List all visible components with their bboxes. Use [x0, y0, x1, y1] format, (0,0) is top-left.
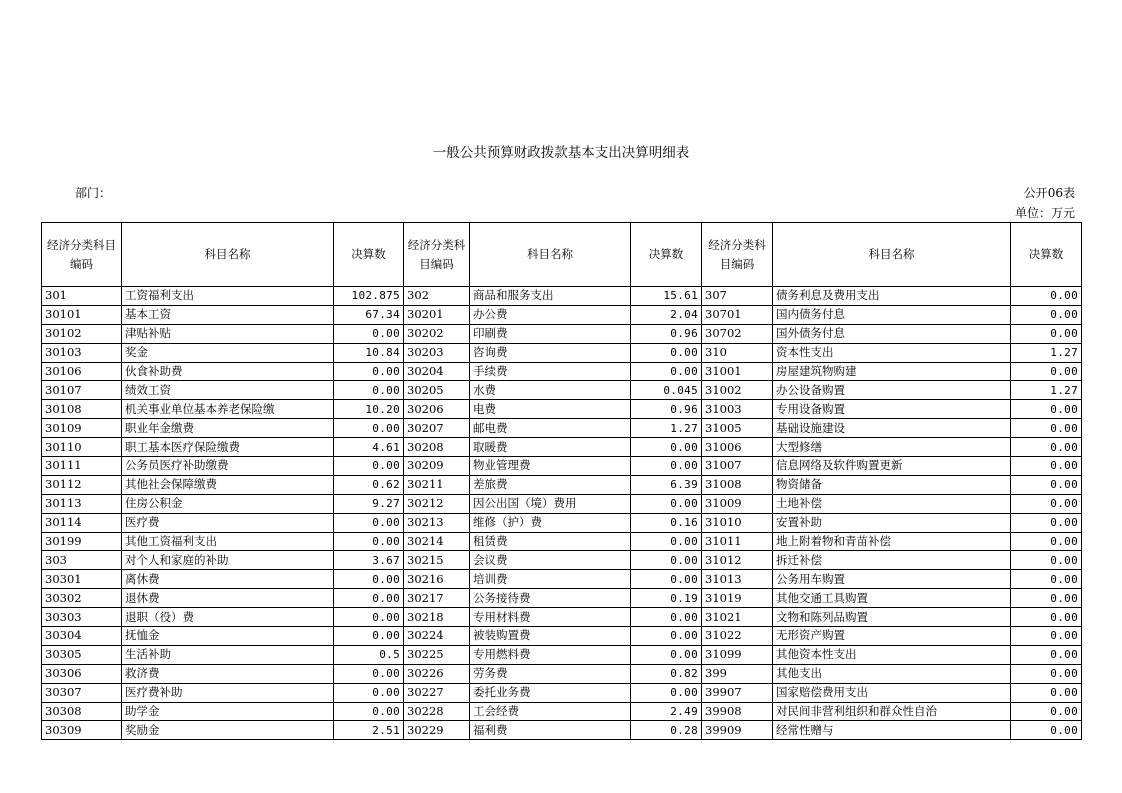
item-code: 30209: [404, 457, 470, 476]
item-name: 文物和陈列品购置: [773, 608, 1011, 627]
item-amount: 0.00: [334, 362, 404, 381]
item-amount: 0.00: [334, 627, 404, 646]
item-code: 30102: [42, 324, 122, 343]
item-code: 30225: [404, 645, 470, 664]
item-name: 绩效工资: [122, 381, 334, 400]
item-code: 31006: [702, 438, 773, 457]
header-amount: 决算数: [334, 223, 404, 287]
item-amount: 0.19: [631, 589, 702, 608]
item-amount: 0.00: [1011, 702, 1082, 721]
item-code: 30109: [42, 419, 122, 438]
table-row: [42, 400, 1082, 419]
item-code: 30108: [42, 400, 122, 419]
item-amount: 0.00: [334, 513, 404, 532]
item-code: 30226: [404, 664, 470, 683]
page-title: 一般公共预算财政拨款基本支出决算明细表: [432, 145, 690, 161]
item-amount: 15.61: [631, 287, 702, 306]
item-name: 医疗费: [122, 513, 334, 532]
item-amount: 1.27: [1011, 343, 1082, 362]
item-amount: 0.00: [631, 494, 702, 513]
item-name: 抚恤金: [122, 627, 334, 646]
item-amount: 0.00: [631, 457, 702, 476]
table-row: [42, 532, 1082, 551]
item-amount: 0.00: [1011, 457, 1082, 476]
item-code: 30206: [404, 400, 470, 419]
item-code: 30228: [404, 702, 470, 721]
item-code: 31013: [702, 570, 773, 589]
item-code: 30211: [404, 475, 470, 494]
item-code: 31009: [702, 494, 773, 513]
item-code: 302: [404, 287, 470, 306]
item-name: 公务用车购置: [773, 570, 1011, 589]
item-name: 培训费: [470, 570, 631, 589]
item-code: 30218: [404, 608, 470, 627]
item-amount: 0.5: [334, 645, 404, 664]
table-row: [42, 362, 1082, 381]
item-amount: 0.00: [1011, 683, 1082, 702]
item-code: 310: [702, 343, 773, 362]
item-code: 31010: [702, 513, 773, 532]
item-code: 30106: [42, 362, 122, 381]
item-amount: 0.00: [631, 570, 702, 589]
item-name: 退职（役）费: [122, 608, 334, 627]
item-name: 因公出国（境）费用: [470, 494, 631, 513]
item-amount: 0.00: [334, 608, 404, 627]
item-amount: 0.00: [334, 532, 404, 551]
item-amount: 10.20: [334, 400, 404, 419]
item-amount: 0.00: [631, 343, 702, 362]
table-row: [42, 287, 1082, 306]
item-amount: 10.84: [334, 343, 404, 362]
item-amount: 0.00: [1011, 645, 1082, 664]
item-code: 30214: [404, 532, 470, 551]
header-amount: 决算数: [1011, 223, 1082, 287]
item-code: 30701: [702, 305, 773, 324]
item-name: 专用设备购置: [773, 400, 1011, 419]
item-amount: 0.00: [334, 589, 404, 608]
item-name: 房屋建筑物购建: [773, 362, 1011, 381]
table-row: [42, 627, 1082, 646]
item-amount: 0.00: [631, 438, 702, 457]
item-amount: 0.00: [1011, 721, 1082, 740]
item-name: 救济费: [122, 664, 334, 683]
item-code: 30229: [404, 721, 470, 740]
item-amount: 0.00: [1011, 287, 1082, 306]
item-code: 30213: [404, 513, 470, 532]
item-code: 30114: [42, 513, 122, 532]
item-code: 30227: [404, 683, 470, 702]
department-label: 部门：: [75, 186, 112, 200]
item-name: 国外债务付息: [773, 324, 1011, 343]
table-row: [42, 551, 1082, 570]
unit-label: 单位：万元: [1014, 206, 1075, 220]
item-amount: 0.00: [1011, 419, 1082, 438]
item-name: 其他支出: [773, 664, 1011, 683]
header-code: 经济分类科目编码: [42, 223, 122, 287]
item-name: 伙食补助费: [122, 362, 334, 381]
item-name: 福利费: [470, 721, 631, 740]
item-amount: 0.62: [334, 475, 404, 494]
header-code: 经济分类科目编码: [702, 223, 773, 287]
header-amount: 决算数: [631, 223, 702, 287]
item-amount: 0.00: [631, 551, 702, 570]
item-amount: 6.39: [631, 475, 702, 494]
item-amount: 0.00: [1011, 305, 1082, 324]
item-name: 安置补助: [773, 513, 1011, 532]
item-code: 31021: [702, 608, 773, 627]
item-code: 30113: [42, 494, 122, 513]
item-code: 30111: [42, 457, 122, 476]
item-name: 被装购置费: [470, 627, 631, 646]
item-amount: 0.96: [631, 400, 702, 419]
item-name: 职工基本医疗保险缴费: [122, 438, 334, 457]
item-amount: 0.00: [334, 664, 404, 683]
item-amount: 67.34: [334, 305, 404, 324]
item-amount: 0.00: [1011, 532, 1082, 551]
item-name: 基本工资: [122, 305, 334, 324]
item-amount: 0.00: [334, 683, 404, 702]
item-code: 30702: [702, 324, 773, 343]
item-amount: 4.61: [334, 438, 404, 457]
item-code: 31008: [702, 475, 773, 494]
item-code: 30303: [42, 608, 122, 627]
item-code: 30204: [404, 362, 470, 381]
item-code: 31003: [702, 400, 773, 419]
header-name: 科目名称: [470, 223, 631, 287]
item-amount: 0.16: [631, 513, 702, 532]
item-code: 31012: [702, 551, 773, 570]
table-row: [42, 664, 1082, 683]
item-name: 助学金: [122, 702, 334, 721]
item-amount: 0.045: [631, 381, 702, 400]
item-name: 奖励金: [122, 721, 334, 740]
item-code: 30208: [404, 438, 470, 457]
item-name: 咨询费: [470, 343, 631, 362]
item-code: 31007: [702, 457, 773, 476]
table-row: [42, 570, 1082, 589]
item-code: 303: [42, 551, 122, 570]
item-name: 基础设施建设: [773, 419, 1011, 438]
header-name: 科目名称: [773, 223, 1011, 287]
item-code: 30305: [42, 645, 122, 664]
item-name: 债务利息及费用支出: [773, 287, 1011, 306]
item-name: 公务接待费: [470, 589, 631, 608]
item-code: 30103: [42, 343, 122, 362]
table-row: [42, 324, 1082, 343]
item-name: 大型修缮: [773, 438, 1011, 457]
item-name: 无形资产购置: [773, 627, 1011, 646]
item-code: 30107: [42, 381, 122, 400]
item-code: 31019: [702, 589, 773, 608]
item-code: 30216: [404, 570, 470, 589]
item-name: 经常性赠与: [773, 721, 1011, 740]
item-code: 30307: [42, 683, 122, 702]
table-row: [42, 381, 1082, 400]
item-name: 会议费: [470, 551, 631, 570]
table-row: [42, 457, 1082, 476]
item-name: 办公费: [470, 305, 631, 324]
item-amount: 9.27: [334, 494, 404, 513]
item-amount: 3.67: [334, 551, 404, 570]
item-name: 物业管理费: [470, 457, 631, 476]
item-code: 30217: [404, 589, 470, 608]
item-code: 30302: [42, 589, 122, 608]
item-amount: 1.27: [1011, 381, 1082, 400]
item-name: 差旅费: [470, 475, 631, 494]
item-code: 30199: [42, 532, 122, 551]
item-name: 维修（护）费: [470, 513, 631, 532]
item-amount: 0.00: [1011, 513, 1082, 532]
item-code: 31002: [702, 381, 773, 400]
item-name: 专用燃料费: [470, 645, 631, 664]
table-row: [42, 721, 1082, 740]
item-amount: 2.49: [631, 702, 702, 721]
header-name: 科目名称: [122, 223, 334, 287]
item-amount: 0.00: [334, 457, 404, 476]
item-name: 其他工资福利支出: [122, 532, 334, 551]
table-row: [42, 608, 1082, 627]
item-name: 机关事业单位基本养老保险缴: [122, 400, 334, 419]
item-amount: 0.00: [1011, 664, 1082, 683]
expenditure-table: [41, 222, 1082, 740]
item-name: 水费: [470, 381, 631, 400]
item-amount: 0.00: [631, 683, 702, 702]
item-code: 39907: [702, 683, 773, 702]
item-amount: 0.00: [334, 702, 404, 721]
item-amount: 0.00: [1011, 324, 1082, 343]
item-name: 资本性支出: [773, 343, 1011, 362]
item-name: 取暖费: [470, 438, 631, 457]
table-row: [42, 589, 1082, 608]
item-name: 其他资本性支出: [773, 645, 1011, 664]
item-amount: 0.00: [334, 570, 404, 589]
item-name: 电费: [470, 400, 631, 419]
item-name: 国内债务付息: [773, 305, 1011, 324]
item-name: 其他社会保障缴费: [122, 475, 334, 494]
item-amount: 0.00: [631, 608, 702, 627]
item-name: 委托业务费: [470, 683, 631, 702]
item-name: 职业年金缴费: [122, 419, 334, 438]
item-name: 租赁费: [470, 532, 631, 551]
item-name: 拆迁补偿: [773, 551, 1011, 570]
table-row: [42, 305, 1082, 324]
item-amount: 2.51: [334, 721, 404, 740]
item-code: 30110: [42, 438, 122, 457]
item-amount: 0.00: [334, 324, 404, 343]
item-amount: 0.00: [631, 362, 702, 381]
table-row: [42, 683, 1082, 702]
item-code: 30112: [42, 475, 122, 494]
item-code: 30224: [404, 627, 470, 646]
item-amount: 0.28: [631, 721, 702, 740]
item-amount: 0.00: [1011, 475, 1082, 494]
item-code: 30202: [404, 324, 470, 343]
item-code: 307: [702, 287, 773, 306]
header-row: [42, 223, 1082, 287]
item-name: 公务员医疗补助缴费: [122, 457, 334, 476]
item-code: 301: [42, 287, 122, 306]
item-name: 退休费: [122, 589, 334, 608]
item-name: 专用材料费: [470, 608, 631, 627]
item-name: 工资福利支出: [122, 287, 334, 306]
item-code: 399: [702, 664, 773, 683]
item-amount: 0.00: [1011, 570, 1082, 589]
item-code: 30304: [42, 627, 122, 646]
table-row: [42, 475, 1082, 494]
item-amount: 0.00: [334, 381, 404, 400]
item-code: 30201: [404, 305, 470, 324]
item-code: 30301: [42, 570, 122, 589]
item-code: 39908: [702, 702, 773, 721]
item-name: 工会经费: [470, 702, 631, 721]
item-code: 31022: [702, 627, 773, 646]
item-amount: 1.27: [631, 419, 702, 438]
item-amount: 0.82: [631, 664, 702, 683]
item-name: 医疗费补助: [122, 683, 334, 702]
item-code: 30203: [404, 343, 470, 362]
table-row: [42, 645, 1082, 664]
item-code: 30308: [42, 702, 122, 721]
item-name: 对个人和家庭的补助: [122, 551, 334, 570]
form-number: 公开06表: [1023, 186, 1075, 200]
table-row: [42, 513, 1082, 532]
item-code: 30212: [404, 494, 470, 513]
item-name: 对民间非营利组织和群众性自治: [773, 702, 1011, 721]
item-name: 商品和服务支出: [470, 287, 631, 306]
item-amount: 0.96: [631, 324, 702, 343]
item-name: 津贴补贴: [122, 324, 334, 343]
item-name: 离休费: [122, 570, 334, 589]
table-body: [42, 287, 1082, 740]
item-name: 印刷费: [470, 324, 631, 343]
table-row: [42, 419, 1082, 438]
item-code: 31099: [702, 645, 773, 664]
item-amount: 0.00: [1011, 551, 1082, 570]
item-name: 物资储备: [773, 475, 1011, 494]
item-code: 31001: [702, 362, 773, 381]
item-name: 地上附着物和青苗补偿: [773, 532, 1011, 551]
table-row: [42, 343, 1082, 362]
item-amount: 0.00: [334, 419, 404, 438]
item-code: 30306: [42, 664, 122, 683]
table-row: [42, 702, 1082, 721]
item-name: 国家赔偿费用支出: [773, 683, 1011, 702]
item-name: 生活补助: [122, 645, 334, 664]
item-code: 31005: [702, 419, 773, 438]
item-amount: 0.00: [1011, 494, 1082, 513]
item-code: 30207: [404, 419, 470, 438]
item-name: 劳务费: [470, 664, 631, 683]
header-code: 经济分类科目编码: [404, 223, 470, 287]
item-code: 30101: [42, 305, 122, 324]
item-amount: 0.00: [631, 532, 702, 551]
item-name: 住房公积金: [122, 494, 334, 513]
item-amount: 0.00: [631, 645, 702, 664]
item-amount: 0.00: [1011, 438, 1082, 457]
item-amount: 0.00: [1011, 608, 1082, 627]
item-code: 30205: [404, 381, 470, 400]
item-name: 奖金: [122, 343, 334, 362]
item-name: 信息网络及软件购置更新: [773, 457, 1011, 476]
item-amount: 0.00: [1011, 362, 1082, 381]
item-amount: 2.04: [631, 305, 702, 324]
item-code: 30309: [42, 721, 122, 740]
item-amount: 0.00: [1011, 589, 1082, 608]
item-name: 手续费: [470, 362, 631, 381]
table-row: [42, 438, 1082, 457]
item-name: 其他交通工具购置: [773, 589, 1011, 608]
table-row: [42, 494, 1082, 513]
item-amount: 0.00: [1011, 627, 1082, 646]
item-amount: 0.00: [631, 627, 702, 646]
item-name: 办公设备购置: [773, 381, 1011, 400]
item-code: 39909: [702, 721, 773, 740]
item-code: 31011: [702, 532, 773, 551]
item-amount: 0.00: [1011, 400, 1082, 419]
item-name: 土地补偿: [773, 494, 1011, 513]
item-amount: 102.875: [334, 287, 404, 306]
item-name: 邮电费: [470, 419, 631, 438]
item-code: 30215: [404, 551, 470, 570]
